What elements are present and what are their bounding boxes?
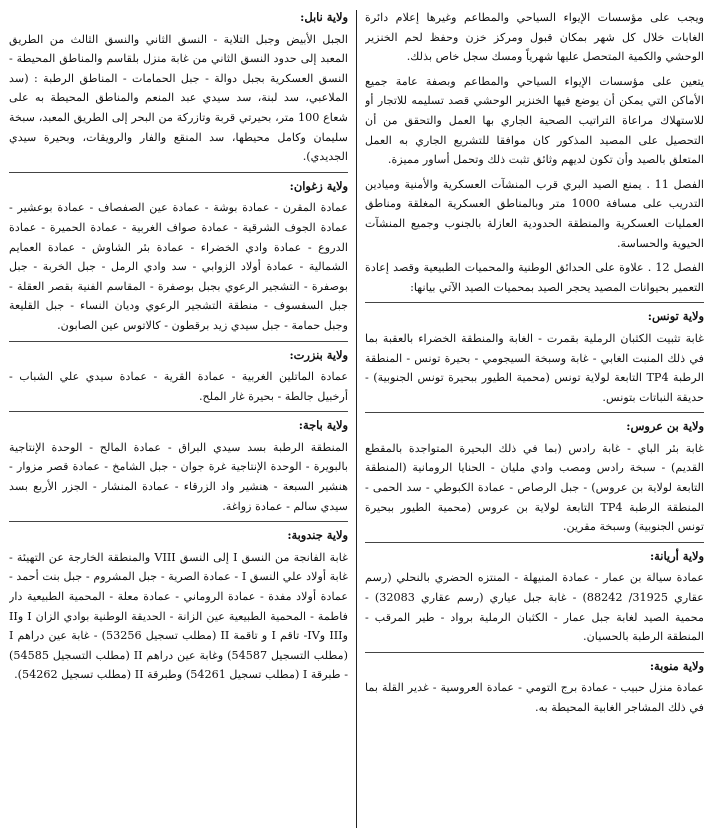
divider	[9, 341, 348, 342]
column-separator	[356, 10, 357, 828]
article-12: الفصل 12 . علاوة على الحدائق الوطنية والمحميات الطبيعية وقصد إعادة التعمير بحيوانات المصيد يحجر الصيد بمحميات الصيد الآتي بيانها:	[365, 261, 704, 294]
section-text-jendouba: غابة الفانجة من النسق I إلى النسق VIII والمنطقة الخارجة عن التهيئة - غابة أولاد علي النسق I - عمادة الصرية - جبل المشروم - جبل بنت أحمد - عمادة أولاد مفدة - عمادة الروماني - عمادة معلة - المحمية الطبيعية دار فاطمة - المحمية الطبيعية عين الزانة - الحديقة الوطنية بوادي الزان I وII وIII وIV- تاقم I و تاقمة II (مطلب تسجيل 53256) - غابة عين دراهم I (مطلب التسجيل 54587) وغابة عين دراهم II (مطلب التسجيل 54585) - طبرقة I (مطلب تسجيل 54261) وطبرقة II (مطلب تسجيل 54262).	[9, 550, 348, 682]
section-text-nabeul: الجبل الأبيض وجبل التلاية - النسق الثاني والنسق الثالث من الطريق المعبد إلى حدود النسق الثاني من غابة منزل بلقاسم والمناطق المحيطة - النسق العسكرية بجبل دوالة - جبل الحمامات - المناطق الرطبة : (سد الملاعبي، سد لبنة، سد سيدي عبد المنعم والمناطق المحيطة به على شعاع 100 متر، بحيرتي قربة وتازركة من البحر إلى الطريق المعبد، سبخة سليمان وكامل محيطها، سد المنقع والفار والرويقات، وبحيرة سيدي الجديدي).	[9, 32, 348, 164]
section-heading-manouba: ولاية منوبة:	[649, 658, 704, 673]
section-text-manouba: عمادة منزل حبيب - عمادة برج التومي - عمادة العروسية - غدير القلة بما في ذلك المشاجر الغابية المحيطة به.	[365, 681, 704, 714]
divider	[9, 411, 348, 412]
section-text-ariana: عمادة سيالة بن عمار - عمادة المنيهلة - المنتزه الحضري بالنحلي (رسم عقاري 31925/ 88242) - غابة جبل عياري (رسم عقاري 32083) - محمية الصيد لغابة جبل عمار - الكثبان الرملية برواد - طير المرقب - المنطقة الرطبة بالحسيان.	[365, 571, 704, 644]
paragraph-health-rules: يتعين على مؤسسات الإيواء السياحي والمطاعم وبصفة عامة جميع الأماكن التي يمكن أن يوضع فيها الخنزير الوحشي قصد تسليمه للاتجار أو للاستهلاك مراعاة التراتيب الصحية الجاري بها العمل والتحقق من أن التحصيل على المصيد المذكور كان موافقا للتشريع الجاري به العمل المتعلق بالصيد وأن تكون لديهم وثائق تثبت ذلك وتحمل أساور مميزة.	[365, 74, 704, 167]
section-heading-zaghouan: ولاية زغوان:	[289, 178, 348, 193]
divider	[365, 652, 704, 653]
section-text-ben-arous: غابة بئر الباي - غابة رادس (بما في ذلك البحيرة المتواجدة بالمقطع القديم) - سبخة رادس ومصب وادي مليان - الحنايا الرومانية (المنطقة التابعة لولاية بن عروس) - جبل الرصاص - عمادة الكبوطي - سد الحمى - المنطقة الرطبة TP4 التابعة لولاية بن عروس (محمية الطيور ببحيرة تونس الجنوبية) وسبخة مقرين.	[365, 441, 704, 534]
section-text-bizerte: عمادة الماتلين الغربية - عمادة القرية - عمادة سيدي علي الشباب - أرخبيل جالطة - بحيرة غار الملح.	[9, 370, 348, 403]
section-heading-ariana: ولاية أريانة:	[649, 548, 704, 563]
section-text-zaghouan: عمادة المقرن - عمادة بوشة - عمادة عين الصفصاف - عمادة بوعشير - عمادة الجوف الشرقية - عمادة صواف الغربية - عمادة الحميرة - عمادة الدروع - عمادة وادي الخضراء - عمادة بئر الشاوش - عمادة العمايم الشمالية - عمادة أولاد الزوابي - سد وادي الرمل - جبل الخربة - جبل بوصفرة - التشجير الرعوي بجبل بوصفرة - المقاسم الفنية بقصر العقلة - جبل السفسوف - منطقة التشجير الرعوي وديان النساء - جبل القليعة وجبل حمامة - جبل سيدي زيد برقطون - كالاتوس عين الصابون.	[9, 201, 348, 332]
section-heading-beja: ولاية باجة:	[298, 418, 348, 433]
section-heading-nabeul: ولاية نابل:	[300, 10, 348, 24]
paragraph-reporting: ويجب على مؤسسات الإيواء السياحي والمطاعم وغيرها إعلام دائرة الغابات خلال كل شهر بمكان قبول ومركز خزن وحفظ لحم الخنزير الوحشي والكمية المتحصل عليها شهرياً ومسك سجل خاص بذلك.	[365, 11, 704, 64]
divider	[365, 542, 704, 543]
divider	[9, 172, 348, 173]
section-text-beja: المنطقة الرطبة بسد سيدي البراق - عمادة المالح - الوحدة الإنتاجية بالبويرة - الوحدة الإنتاجية غرة جوان - جبل الشامخ - عمادة قصر مزوار - هنشير السبعة - هنشير واد الزرقاء - عمادة المنشار - الجزر الأربع بسد سيدي سالم - عمادة زواغة.	[9, 440, 348, 513]
divider	[365, 302, 704, 303]
divider	[9, 521, 348, 522]
section-heading-ben-arous: ولاية بن عروس:	[626, 419, 704, 434]
divider	[365, 412, 704, 413]
left-column	[9, 8, 348, 838]
section-heading-tunis: ولاية تونس:	[647, 309, 704, 324]
section-text-tunis: غابة تثبيت الكثبان الرملية بقمرت - الغابة والمنطقة الخضراء بالعقبة بما في ذلك المنبت الغابي - غابة وسبخة السيجومي - بحيرة تونس - المنطقة الرطبة TP4 التابعة لولاية تونس (محمية الطيور ببحيرة تونس الجنوبية) - حديقة النباتات بتونس.	[365, 331, 704, 404]
two-column-layout	[9, 8, 704, 838]
right-column	[365, 8, 704, 838]
section-heading-jendouba: ولاية جندوبة:	[287, 528, 348, 543]
section-heading-bizerte: ولاية بنزرت:	[289, 347, 348, 362]
article-11: الفصل 11 . يمنع الصيد البري قرب المنشآت العسكرية والأمنية وميادين التدريب على مسافة 1000 متر وبالمناطق العسكرية المغلقة ومناطق العمليات العسكرية والمنطقة الحدودية العازلة بالجنوب وجميع المنشآت الحيوية والحساسة.	[365, 177, 704, 250]
